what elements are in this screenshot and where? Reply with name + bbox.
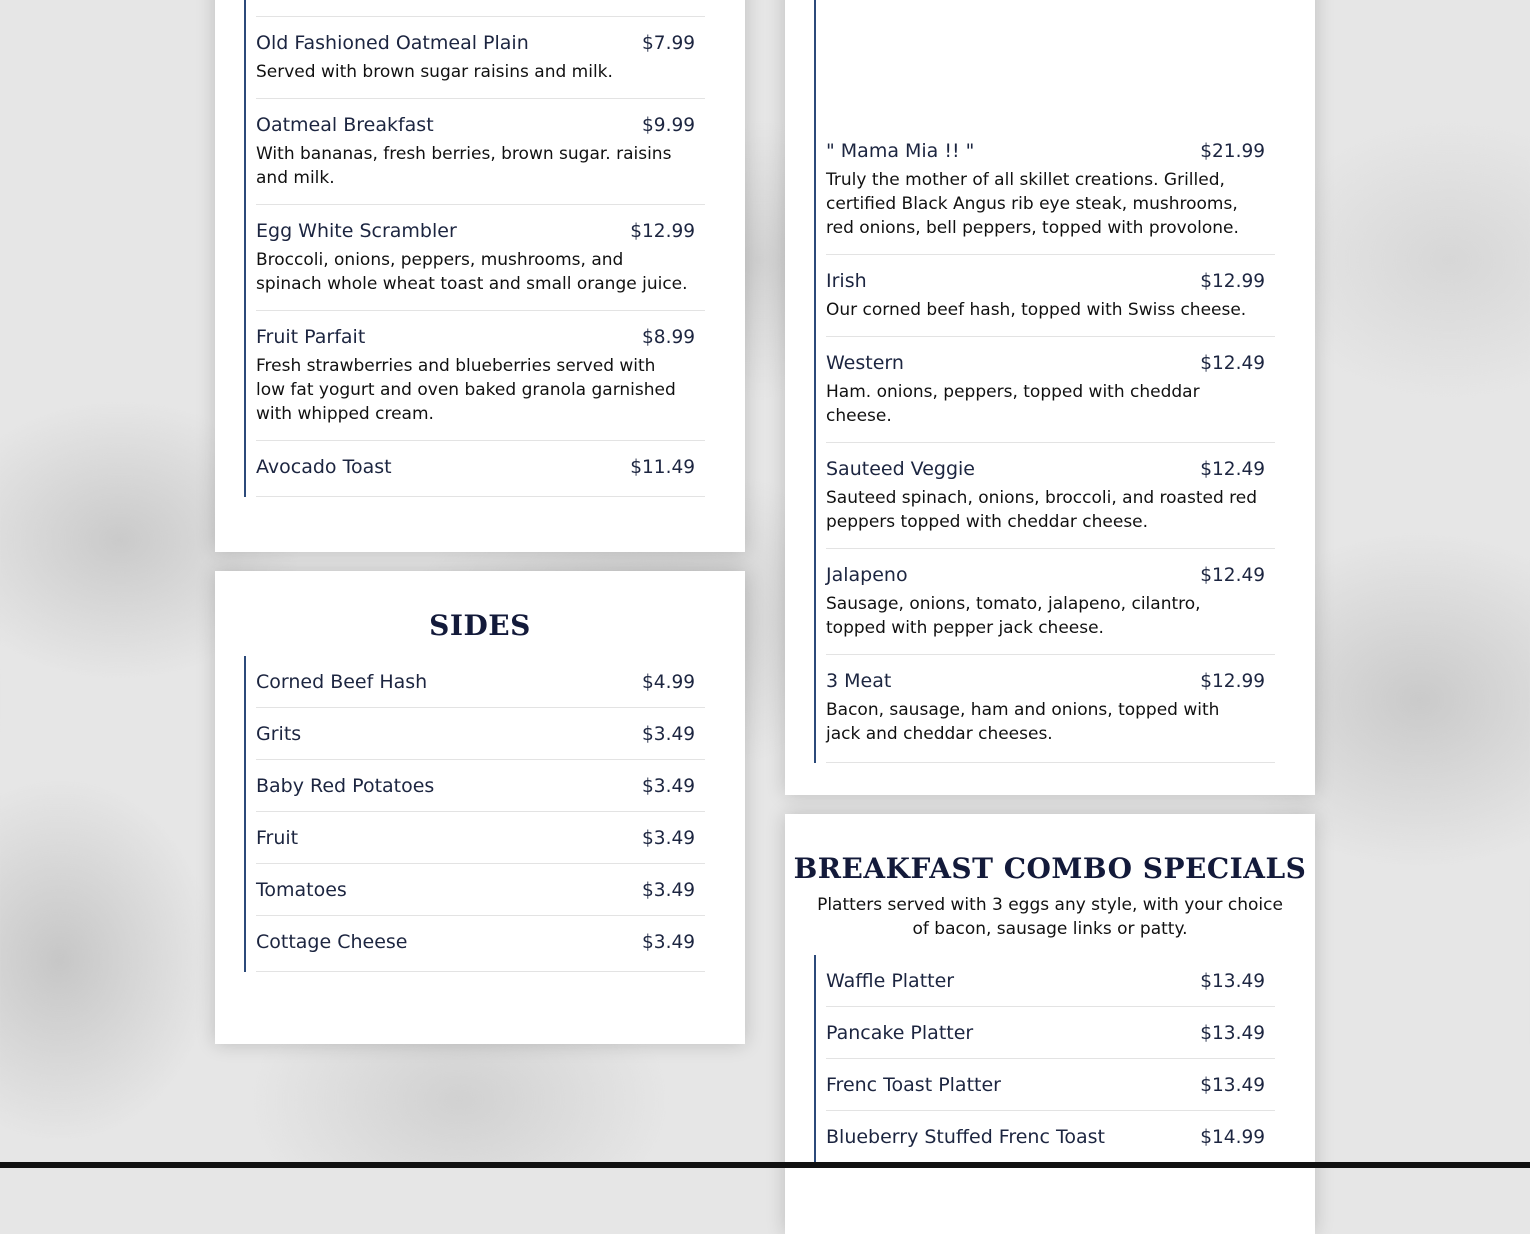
item-price: $12.49 bbox=[1200, 565, 1265, 586]
item-name: Waffle Platter bbox=[826, 970, 955, 992]
menu-item bbox=[256, 708, 705, 760]
item-desc: Fresh strawberries and blueberries served with low fat yogurt and oven baked granola garnished with whipped cream. bbox=[256, 356, 676, 424]
item-price: $4.99 bbox=[642, 672, 695, 693]
menu-item bbox=[826, 255, 1275, 337]
window-bottom-bar bbox=[0, 1162, 1530, 1168]
menu-item bbox=[256, 760, 705, 812]
item-price: $12.49 bbox=[1200, 459, 1265, 480]
item-price: $11.49 bbox=[630, 457, 695, 478]
item-name: Cottage Cheese bbox=[256, 931, 408, 953]
item-price: $3.49 bbox=[642, 776, 695, 797]
item-name: Blueberry Stuffed Frenc Toast bbox=[826, 1126, 1105, 1148]
menu-item bbox=[256, 812, 705, 864]
item-price: $12.99 bbox=[1200, 671, 1265, 692]
menu-item bbox=[826, 955, 1275, 1007]
item-price: $12.99 bbox=[1200, 271, 1265, 292]
skillets-card bbox=[785, 0, 1315, 795]
menu-item bbox=[826, 125, 1275, 255]
combo-items bbox=[814, 955, 1275, 1163]
combo-card bbox=[785, 814, 1315, 1234]
item-name: Fruit Parfait bbox=[256, 326, 366, 348]
item-name: Old Fashioned Oatmeal Plain bbox=[256, 32, 529, 54]
menu-item bbox=[256, 441, 705, 497]
menu-item bbox=[826, 655, 1275, 763]
menu-item bbox=[826, 1007, 1275, 1059]
item-name: 3 Meat bbox=[826, 670, 892, 692]
item-name: Sauteed Veggie bbox=[826, 458, 975, 480]
item-name: Baby Red Potatoes bbox=[256, 775, 435, 797]
item-desc: Served with brown sugar raisins and milk. bbox=[256, 62, 613, 82]
menu-item bbox=[826, 443, 1275, 549]
item-name: Corned Beef Hash bbox=[256, 671, 428, 693]
skillets-items bbox=[814, 0, 1275, 763]
item-desc: Our corned beef hash, topped with Swiss cheese. bbox=[826, 300, 1247, 320]
item-name: " Mama Mia !! " bbox=[826, 140, 975, 162]
menu-item bbox=[826, 1059, 1275, 1111]
item-price: $3.49 bbox=[642, 724, 695, 745]
section-title: BREAKFAST COMBO SPECIALS bbox=[793, 852, 1307, 885]
item-desc: Truly the mother of all skillet creations. Grilled, certified Black Angus rib eye steak, mushrooms, red onions, bell peppers, topped with provolone. bbox=[826, 170, 1239, 238]
item-desc: Sausage, onions, tomato, jalapeno, cilantro, topped with pepper jack cheese. bbox=[826, 594, 1201, 638]
item-desc: Bacon, sausage, ham and onions, topped with jack and cheddar cheeses. bbox=[826, 700, 1220, 744]
item-price: $3.49 bbox=[642, 932, 695, 953]
item-price: $9.99 bbox=[642, 115, 695, 136]
item-name: Jalapeno bbox=[826, 564, 908, 586]
item-name: Western bbox=[826, 352, 904, 374]
item-name: Fruit bbox=[256, 827, 299, 849]
item-name: Grits bbox=[256, 723, 302, 745]
item-price: $3.49 bbox=[642, 828, 695, 849]
item-price: $8.99 bbox=[642, 327, 695, 348]
item-desc bbox=[256, 0, 695, 2]
item-price: $12.99 bbox=[630, 221, 695, 242]
item-price: $14.99 bbox=[1200, 1127, 1265, 1148]
item-desc: With bananas, fresh berries, brown sugar. raisins and milk. bbox=[256, 144, 672, 188]
item-price: $3.49 bbox=[642, 880, 695, 901]
menu-item bbox=[826, 337, 1275, 443]
item-price: $13.49 bbox=[1200, 971, 1265, 992]
sides-items bbox=[244, 656, 705, 972]
menu-item bbox=[826, 549, 1275, 655]
section-title: SIDES bbox=[429, 609, 531, 642]
menu-item bbox=[826, 1111, 1275, 1163]
menu-item bbox=[256, 311, 705, 441]
item-desc: Ham. onions, peppers, topped with cheddar cheese. bbox=[826, 382, 1200, 426]
item-name: Avocado Toast bbox=[256, 456, 392, 478]
section-subtitle: Platters served with 3 eggs any style, with your choice of bacon, sausage links or patty. bbox=[817, 895, 1283, 939]
item-price: $12.49 bbox=[1200, 353, 1265, 374]
item-name: Egg White Scrambler bbox=[256, 220, 457, 242]
sides-card bbox=[215, 571, 745, 1044]
menu-item bbox=[256, 656, 705, 708]
item-price: $13.49 bbox=[1200, 1023, 1265, 1044]
item-name: Oatmeal Breakfast bbox=[256, 114, 434, 136]
menu-item bbox=[256, 99, 705, 205]
menu-item bbox=[256, 864, 705, 916]
item-name: Irish bbox=[826, 270, 867, 292]
item-price: $13.49 bbox=[1200, 1075, 1265, 1096]
item-desc: Sauteed spinach, onions, broccoli, and roasted red peppers topped with cheddar cheese. bbox=[826, 488, 1258, 532]
item-desc: Broccoli, onions, peppers, mushrooms, and spinach whole wheat toast and small orange juice. bbox=[256, 250, 688, 294]
item-name: Frenc Toast Platter bbox=[826, 1074, 1001, 1096]
menu-item-clipped bbox=[256, 0, 705, 17]
menu-item bbox=[256, 205, 705, 311]
item-price: $21.99 bbox=[1200, 141, 1265, 162]
menu-item bbox=[256, 17, 705, 99]
breakfast-items bbox=[244, 0, 705, 497]
item-name: Pancake Platter bbox=[826, 1022, 974, 1044]
item-price: $7.99 bbox=[642, 33, 695, 54]
item-name: Tomatoes bbox=[256, 879, 347, 901]
menu-item bbox=[256, 916, 705, 972]
breakfast-card bbox=[215, 0, 745, 552]
